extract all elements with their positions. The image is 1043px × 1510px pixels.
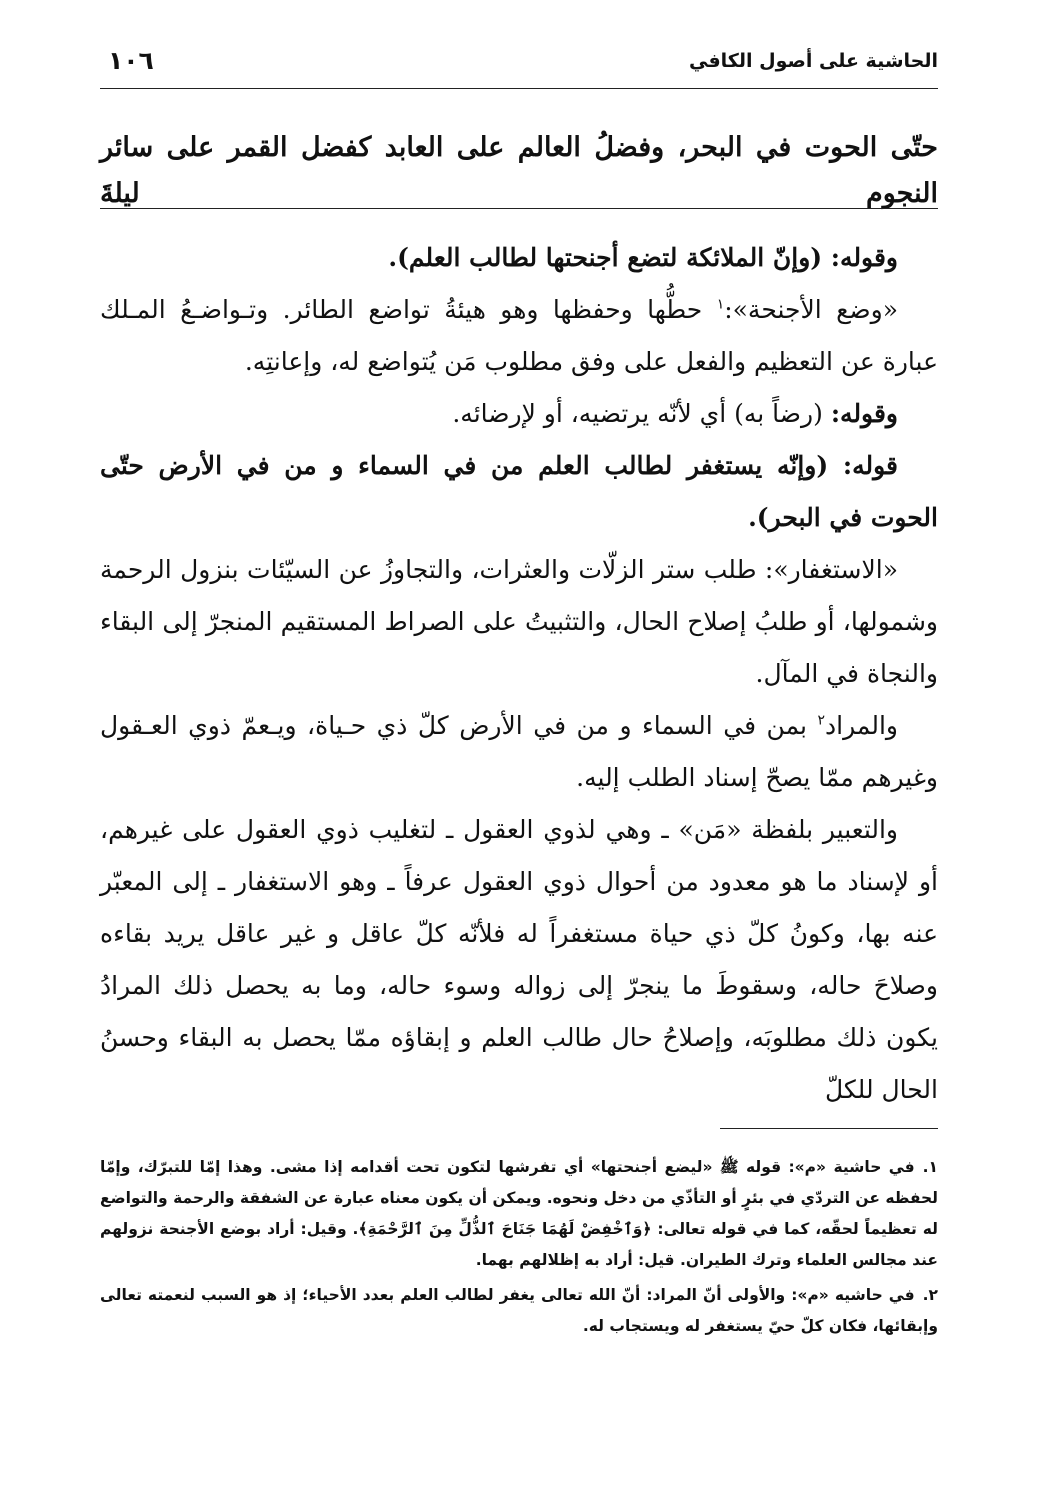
paragraph-5: «الاستغفار»: طلب ستر الزلّات والعثرات، والتجاوزُ عن السيّئات بنزول الرحمة وشمولها، أو طلبُ إصلاح الحال، والتثبيتُ على الصراط المستقيم المنجرّ إلى البقاء والنجاة في المآل. bbox=[100, 555, 938, 688]
footnote-2 bbox=[100, 1280, 938, 1342]
footnote-1-text: في حاشية «م»: قوله ﷺ «ليضع أجنحتها» أي تفرشها لتكون تحت أقدامه إذا مشى. وهذا إمّا للتبرّك، وإمّا لحفظه عن التردّي في بئرٍ أو التأذّي من دخل ونحوه. ويمكن أن يكون معناه عبارة عن الشفقة والرحمة والتواضع له تعظيماً لحقّه، كما في قوله تعالى: ﴿وَٱخْفِضْ لَهُمَا جَنَاحَ ٱلذُّلِّ مِنَ ٱلرَّحْمَةِ﴾. وقيل: أراد بوضع الأجنحة نزولهم عند مجالس العلماء وترك الطيران. قيل: أراد به إظلالهم بهما. bbox=[100, 1158, 938, 1269]
paragraph-3-text: (رضاً به) أي لأنّه يرتضيه، أو لإرضائه. bbox=[452, 399, 831, 428]
paragraph-2-term: «وضع الأجنحة»: bbox=[724, 295, 899, 324]
footnote-ref-1: ١ bbox=[716, 296, 725, 313]
commentary-body bbox=[100, 232, 938, 1116]
page-number: ١٠٦ bbox=[108, 46, 154, 75]
paragraph-3-label: وقوله: bbox=[830, 399, 898, 428]
footnote-1-number: ١. bbox=[922, 1158, 938, 1176]
running-title: الحاشية على أصول الكافي bbox=[688, 50, 938, 72]
paragraph-2-text: حطُّها وحفظها وهو هيئةُ تواضع الطائر. وتـواضـعُ المـلك عبارة عن التعظيم والفعل على وفق مطلوب مَن يُتواضع له، وإعانتِه. bbox=[100, 295, 938, 376]
hadith-text-line: حتّى الحوت في البحر، وفضلُ العالم على العابد كفضل القمر على سائر النجوم ليلةَ bbox=[100, 132, 938, 209]
paragraph-6-text: بمن في السماء و من في الأرض كلّ ذي حـياة، ويـعمّ ذوي العـقول وغيرهم ممّا يصحّ إسناد الطلب إليه. bbox=[100, 711, 938, 792]
section-divider bbox=[100, 208, 938, 209]
footnote-1 bbox=[100, 1152, 938, 1276]
paragraph-2 bbox=[100, 284, 938, 388]
paragraph-6-lead: والمراد bbox=[825, 711, 898, 740]
paragraph-6 bbox=[100, 700, 938, 804]
page-header bbox=[100, 38, 938, 88]
paragraph-4: قوله: (وإنّه يستغفر لطالب العلم من في السماء و من في الأرض حتّى الحوت في البحر). bbox=[100, 451, 938, 532]
paragraph-7: والتعبير بلفظة «مَن» ـ وهي لذوي العقول ـ لتغليب ذوي العقول على غيرهم، أو لإسناد ما هو معدود من أحوال ذوي العقول عرفاً ـ وهو الاستغفار ـ إلى المعبّر عنه بها، وكونُ كلّ ذي حياة مستغفراً له فلأنّه كلّ عاقل و غير عاقل يريد بقاءه وصلاحَ حاله، وسقوطَ ما ينجرّ إلى زواله وسوء حاله، وما به يحصل ذلك المرادُ يكون ذلك مطلوبَه، وإصلاحُ حال طالب العلم و إبقاؤه ممّا يحصل به البقاء وحسنُ الحال للكلّ bbox=[100, 815, 938, 1104]
footnotes bbox=[100, 1152, 938, 1346]
footnote-ref-2: ٢ bbox=[817, 712, 826, 729]
paragraph-3 bbox=[100, 388, 938, 440]
footnote-2-number: ٢. bbox=[922, 1286, 938, 1304]
paragraph-1: وقوله: (وإنّ الملائكة لتضع أجنحتها لطالب العلم). bbox=[388, 243, 898, 272]
footnote-2-text: في حاشيه «م»: والأولى أنّ المراد: أنّ الله تعالى يغفر لطالب العلم بعدد الأحياء؛ إذ هو السبب لنعمته تعالى وإبقائها، فكان كلّ حيّ يستغفر له ويستجاب له. bbox=[100, 1286, 938, 1335]
header-divider bbox=[100, 88, 938, 89]
footnote-divider bbox=[720, 1128, 938, 1129]
